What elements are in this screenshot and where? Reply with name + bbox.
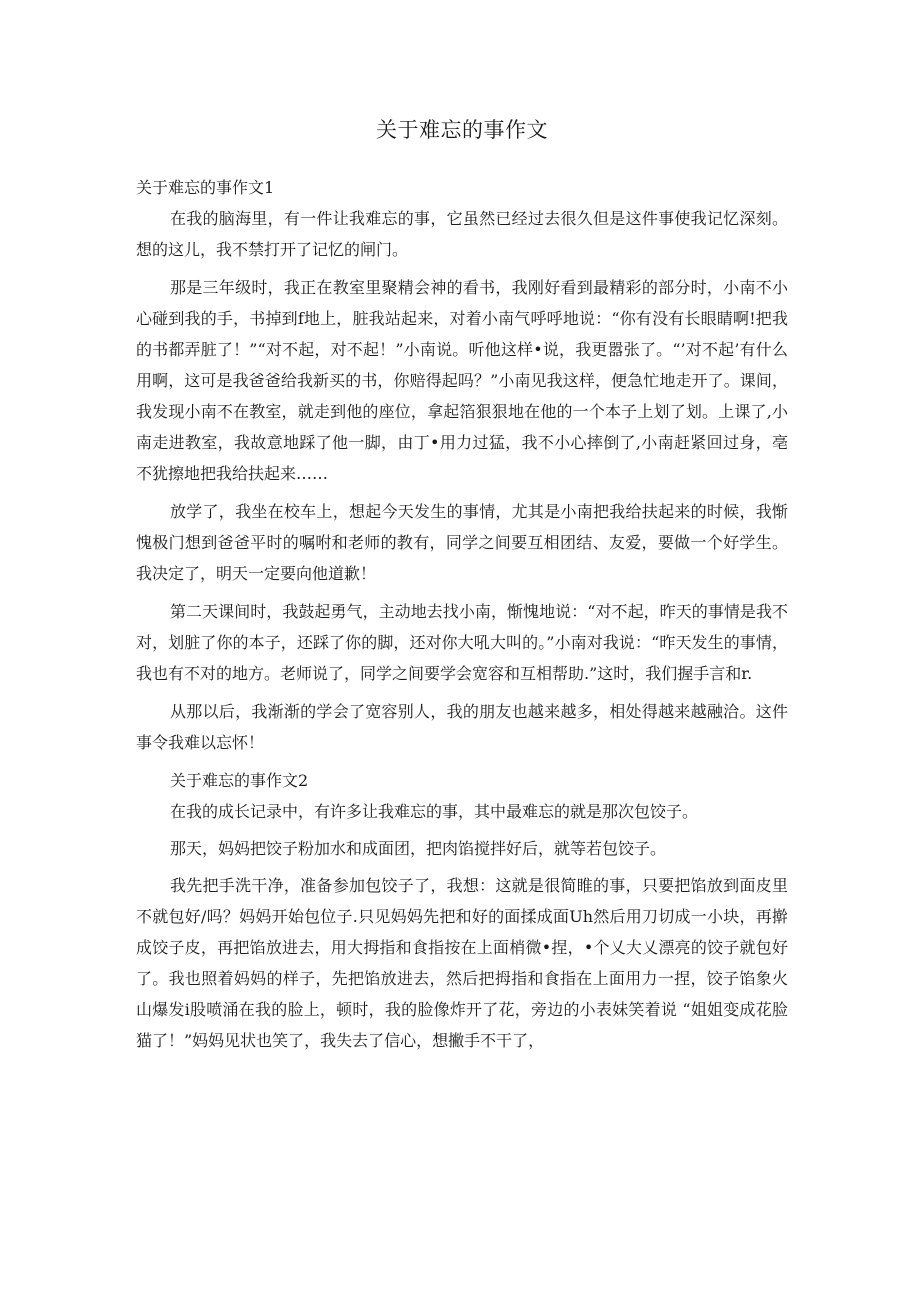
paragraph: 那是三年级时，我正在教室里聚精会神的看书，我刚好看到最精彩的部分时，小南不小心碰到我的手，书掉到f地上，脏我站起来，对着小南气呼呼地说：“你有没有长眼睛啊!把我的书都弄脏了！”“对不起，对不起！”小南说。听他这样•说，我更嚣张了。“’对不起’有什么用啊，这可是我爸爸给我新买的书，你赔得起吗？”小南见我这样，便急忙地走开了。课间，我发现小南不在教室，就走到他的座位，拿起箔狠狠地在他的一个本子上划了划。上课了,小南走进教室，我故意地踩了他一脚，由丁•用力过猛，我不小心摔倒了,小南赶紧回过身，亳不犹擦地把我给扶起来…… bbox=[136, 278, 788, 483]
paragraph: 在我的脑海里，有一件让我难忘的事，它虽然已经过去很久但是这件事使我记忆深刻。想的这儿，我不禁打开了记忆的闸门。 bbox=[136, 209, 788, 259]
essay-section-2 bbox=[136, 765, 788, 1056]
essay-section-1 bbox=[136, 172, 788, 758]
paragraph: 放学了，我坐在校车上，想起今天发生的事情，尤其是小南把我给扶起来的时候，我惭愧极门想到爸爸平时的嘱咐和老师的教有，同学之间要互相团结、友爱，要做一个好学生。我决定了，明天一定要向他道歉！ bbox=[136, 502, 788, 583]
section-heading: 关于难忘的事作文1 bbox=[136, 178, 275, 197]
paragraph: 在我的成长记录中，有许多让我难忘的事，其中最难忘的就是那次包饺子。 bbox=[170, 802, 699, 821]
document-title: 关于难忘的事作文 bbox=[376, 118, 548, 142]
paragraph: 我先把手洗干净，准备参加包饺子了，我想：这就是很简睢的事，只要把馅放到面皮里不就包好/吗？妈妈开始包位子.只见妈妈先把和好的面揉成面Uh然后用刀切成一小块，再擀成饺子皮，再把馅放进去，用大拇指和食指按在上面梢微•捏，•个乂大乂漂亮的饺子就包好了。我也照着妈妈的样子，先把馅放进去，然后把拇指和食指在上面用力一捏，饺子馅象火山爆发i股喷涌在我的脸上，顿时，我的脸像炸开了花，旁边的小表妹笑着说 “姐姐变成花脸猫了！”妈妈见状也笑了，我失去了信心，想撇手不干了， bbox=[136, 876, 788, 1050]
section-heading: 关于难忘的事作文2 bbox=[170, 771, 309, 790]
paragraph: 第二天课间时，我鼓起勇气，主动地去找小南，惭愧地说：“对不起，昨天的事情是我不对，划脏了你的本子，还踩了你的脚，还对你大吼大叫的。”小南对我说：“昨天发生的事情，我也有不对的地方。老师说了，同学之间要学会宽容和互相帮助.”这时，我们握手言和r. bbox=[136, 602, 788, 683]
paragraph: 那天，妈妈把饺子粉加水和成面团，把肉馅搅拌好后，就等若包饺子。 bbox=[170, 839, 667, 858]
paragraph: 从那以后，我渐渐的学会了宽容别人，我的朋友也越来越多，相处得越来越融洽。这件事令我难以忘怀！ bbox=[136, 702, 788, 752]
